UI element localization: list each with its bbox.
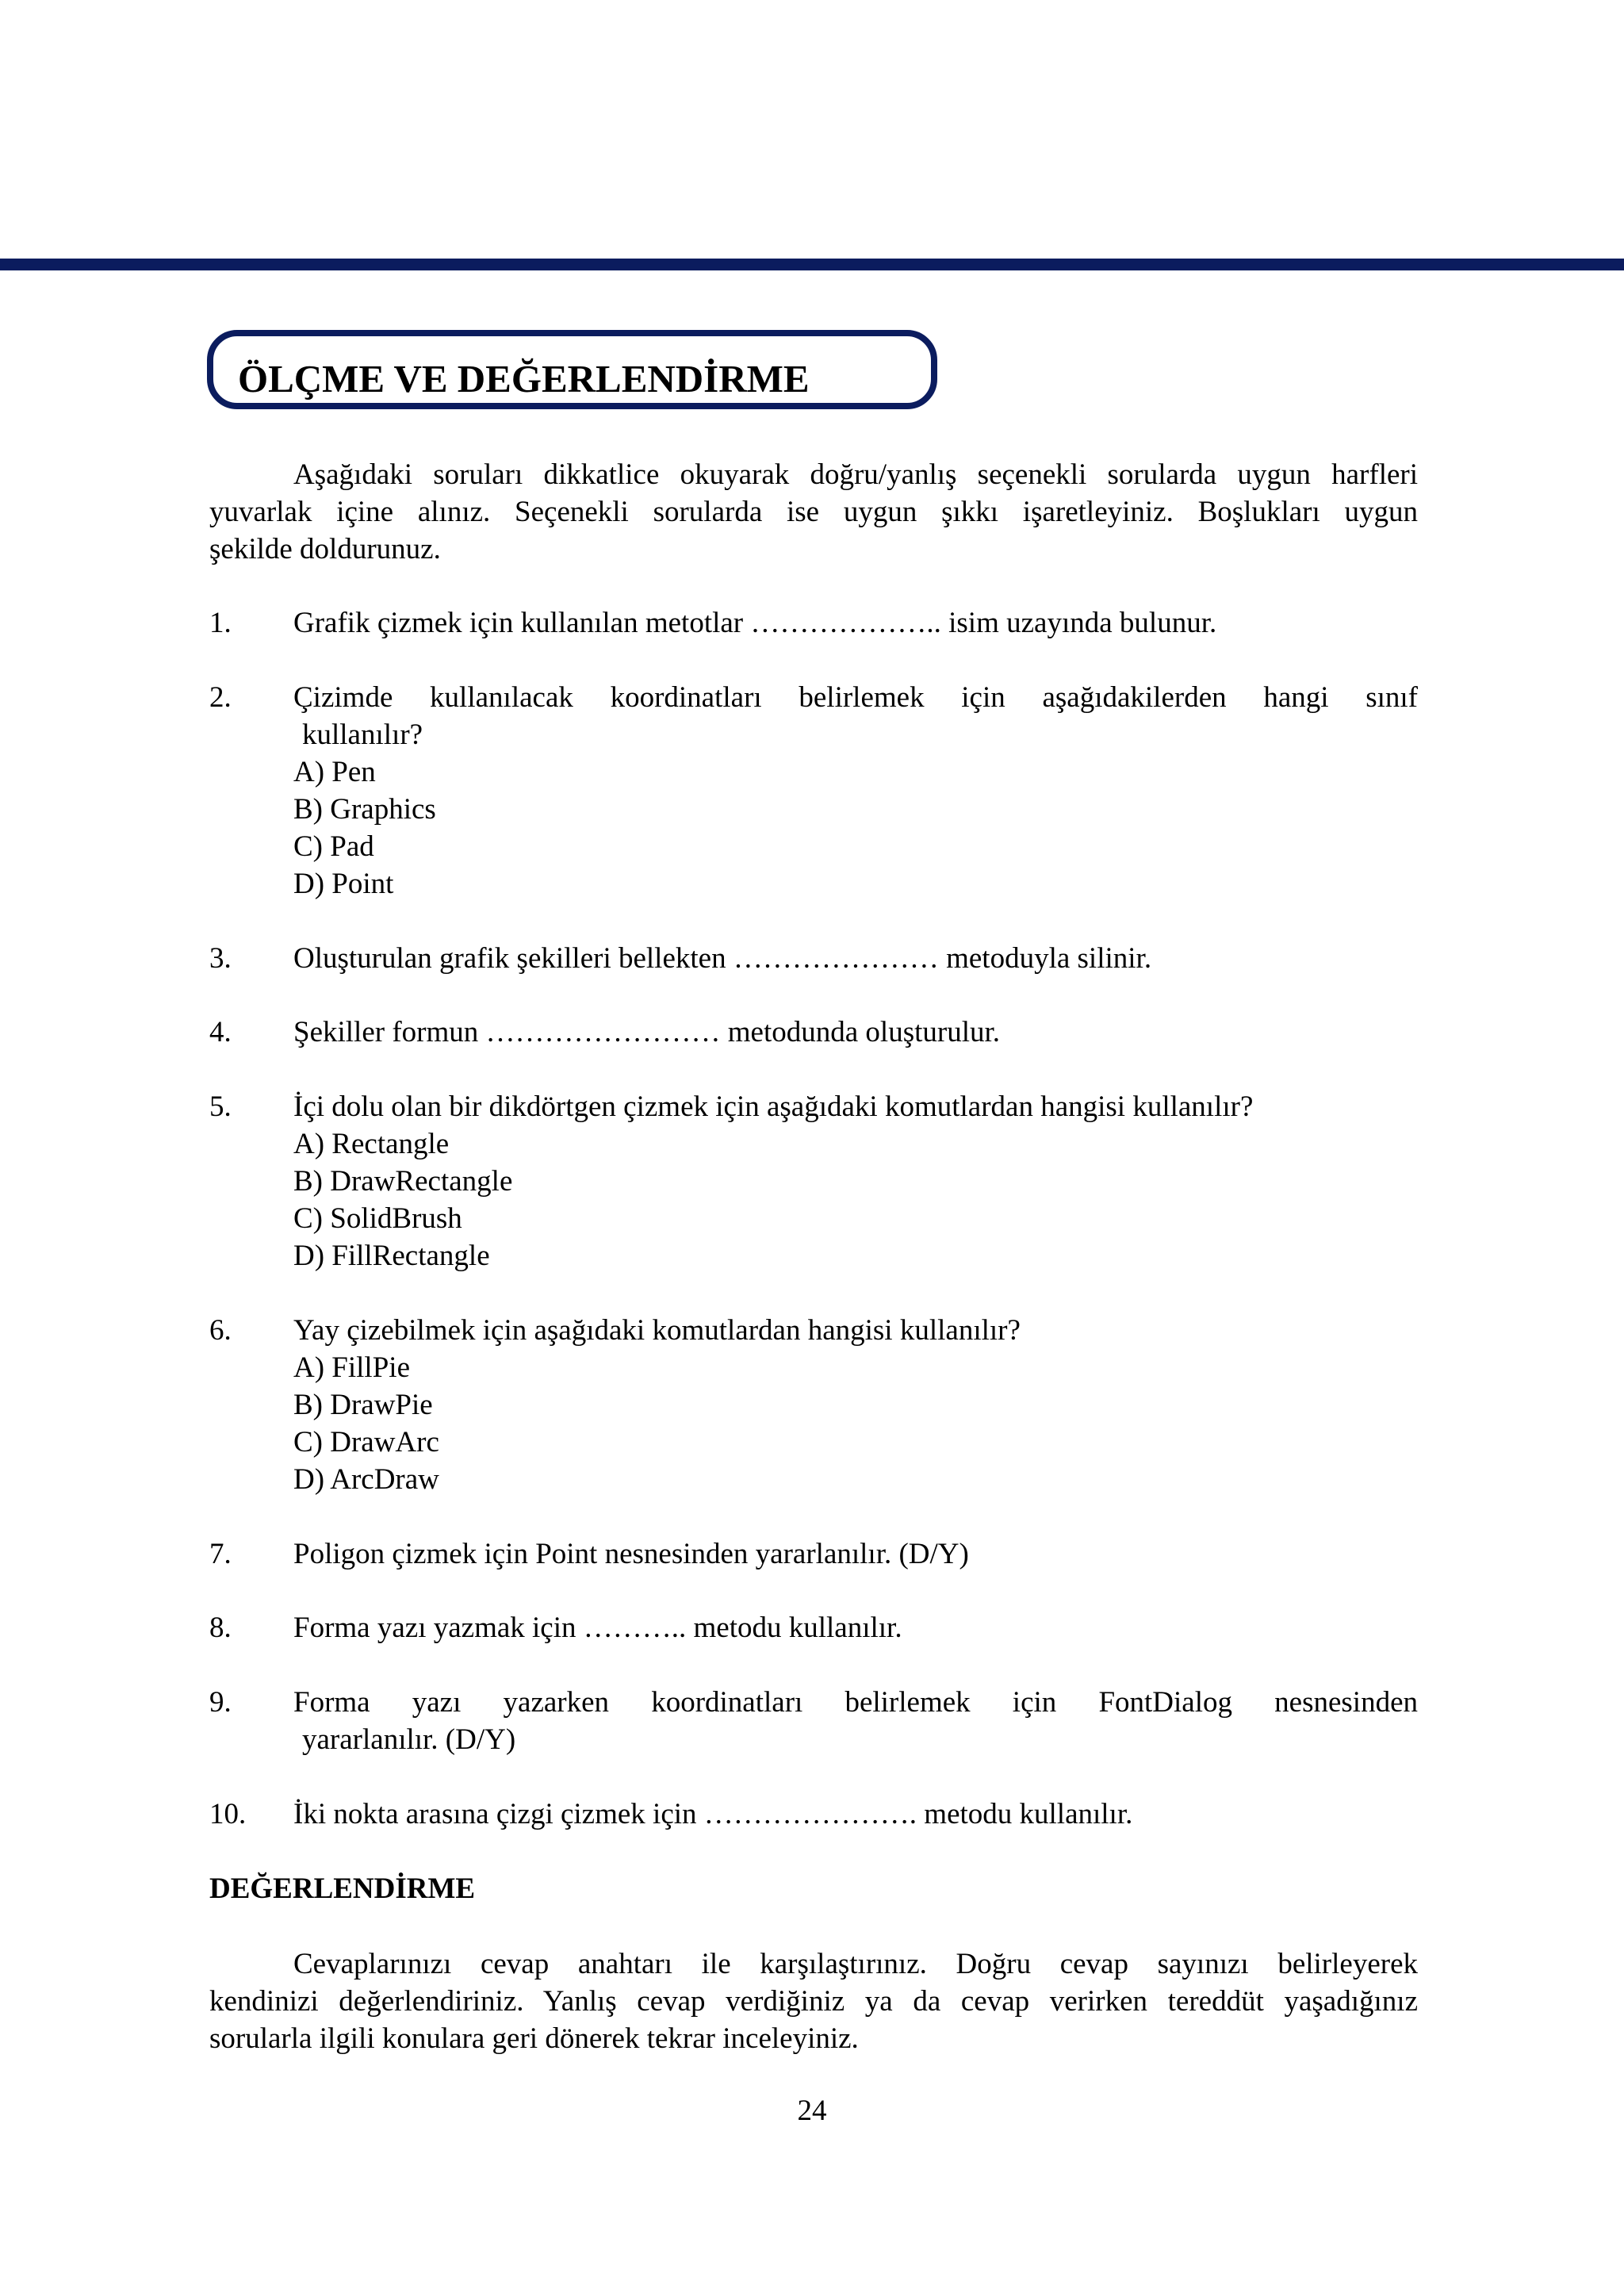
answer-option: D) ArcDraw — [293, 1463, 439, 1496]
question-number: 10. — [209, 1798, 247, 1830]
instructions — [209, 456, 1418, 568]
answer-option: B) DrawPie — [293, 1389, 433, 1421]
page-number: 24 — [797, 2095, 827, 2127]
question-number: 9. — [209, 1686, 232, 1719]
question-number: 4. — [209, 1016, 232, 1048]
answer-option: A) FillPie — [293, 1351, 410, 1384]
answer-option: C) SolidBrush — [293, 1202, 462, 1235]
question-text: Çizimde kullanılacak koordinatları belirlemek için aşağıdakilerden hangi sınıf — [293, 681, 1418, 714]
evaluation-line-3: sorularla ilgili konulara geri dönerek tekrar inceleyiniz. — [209, 2022, 859, 2055]
answer-option: A) Pen — [293, 756, 376, 788]
question-text: İki nokta arasına çizgi çizmek için …………………. metodu kullanılır. — [293, 1798, 1133, 1830]
answer-option: C) DrawArc — [293, 1426, 439, 1458]
question-text-continued: kullanılır? — [302, 719, 423, 751]
question-text: Forma yazı yazmak için ……….. metodu kullanılır. — [293, 1612, 902, 1644]
answer-option: B) Graphics — [293, 793, 436, 826]
answer-option: D) FillRectangle — [293, 1240, 490, 1272]
instructions-line-3: şekilde doldurunuz. — [209, 533, 441, 565]
question-text: Forma yazı yazarken koordinatları belirlemek için FontDialog nesnesinden — [293, 1686, 1418, 1719]
evaluation-line-2: kendinizi değerlendiriniz. Yanlış cevap verdiğiniz ya da cevap verirken tereddüt yaşadığınız — [209, 1985, 1418, 2018]
question-number: 8. — [209, 1612, 232, 1644]
answer-option: B) DrawRectangle — [293, 1165, 513, 1198]
question-number: 2. — [209, 681, 232, 714]
header-rule — [0, 259, 1624, 270]
evaluation-heading: DEĞERLENDİRME — [209, 1872, 476, 1905]
answer-option: D) Point — [293, 868, 394, 900]
answer-option: C) Pad — [293, 830, 374, 863]
evaluation-text — [209, 1945, 1418, 2057]
instructions-line-1: Aşağıdaki soruları dikkatlice okuyarak doğru/yanlış seçenekli sorularda uygun harfleri — [293, 458, 1418, 491]
question-number: 3. — [209, 942, 232, 975]
question-text-continued: yararlanılır. (D/Y) — [302, 1723, 516, 1756]
question-text: Poligon çizmek için Point nesnesinden yararlanılır. (D/Y) — [293, 1538, 969, 1570]
question-text: Oluşturulan grafik şekilleri bellekten ………………… metoduyla silinir. — [293, 942, 1152, 975]
question-number: 6. — [209, 1314, 232, 1347]
page-title: ÖLÇME VE DEĞERLENDİRME — [238, 357, 810, 401]
question-text: Yay çizebilmek için aşağıdaki komutlardan hangisi kullanılır? — [293, 1314, 1021, 1347]
question-number: 1. — [209, 607, 232, 639]
question-text: Şekiller formun …………………… metodunda oluşturulur. — [293, 1016, 1000, 1048]
question-text: Grafik çizmek için kullanılan metotlar ……………….. isim uzayında bulunur. — [293, 607, 1217, 639]
question-number: 5. — [209, 1090, 232, 1123]
answer-option: A) Rectangle — [293, 1128, 450, 1160]
evaluation-line-1: Cevaplarınızı cevap anahtarı ile karşılaştırınız. Doğru cevap sayınızı belirleyerek — [293, 1948, 1418, 1980]
instructions-line-2: yuvarlak içine alınız. Seçenekli sorularda ise uygun şıkkı işaretleyiniz. Boşlukları uygun — [209, 496, 1418, 528]
question-number: 7. — [209, 1538, 232, 1570]
question-text: İçi dolu olan bir dikdörtgen çizmek için aşağıdaki komutlardan hangisi kullanılır? — [293, 1090, 1254, 1123]
